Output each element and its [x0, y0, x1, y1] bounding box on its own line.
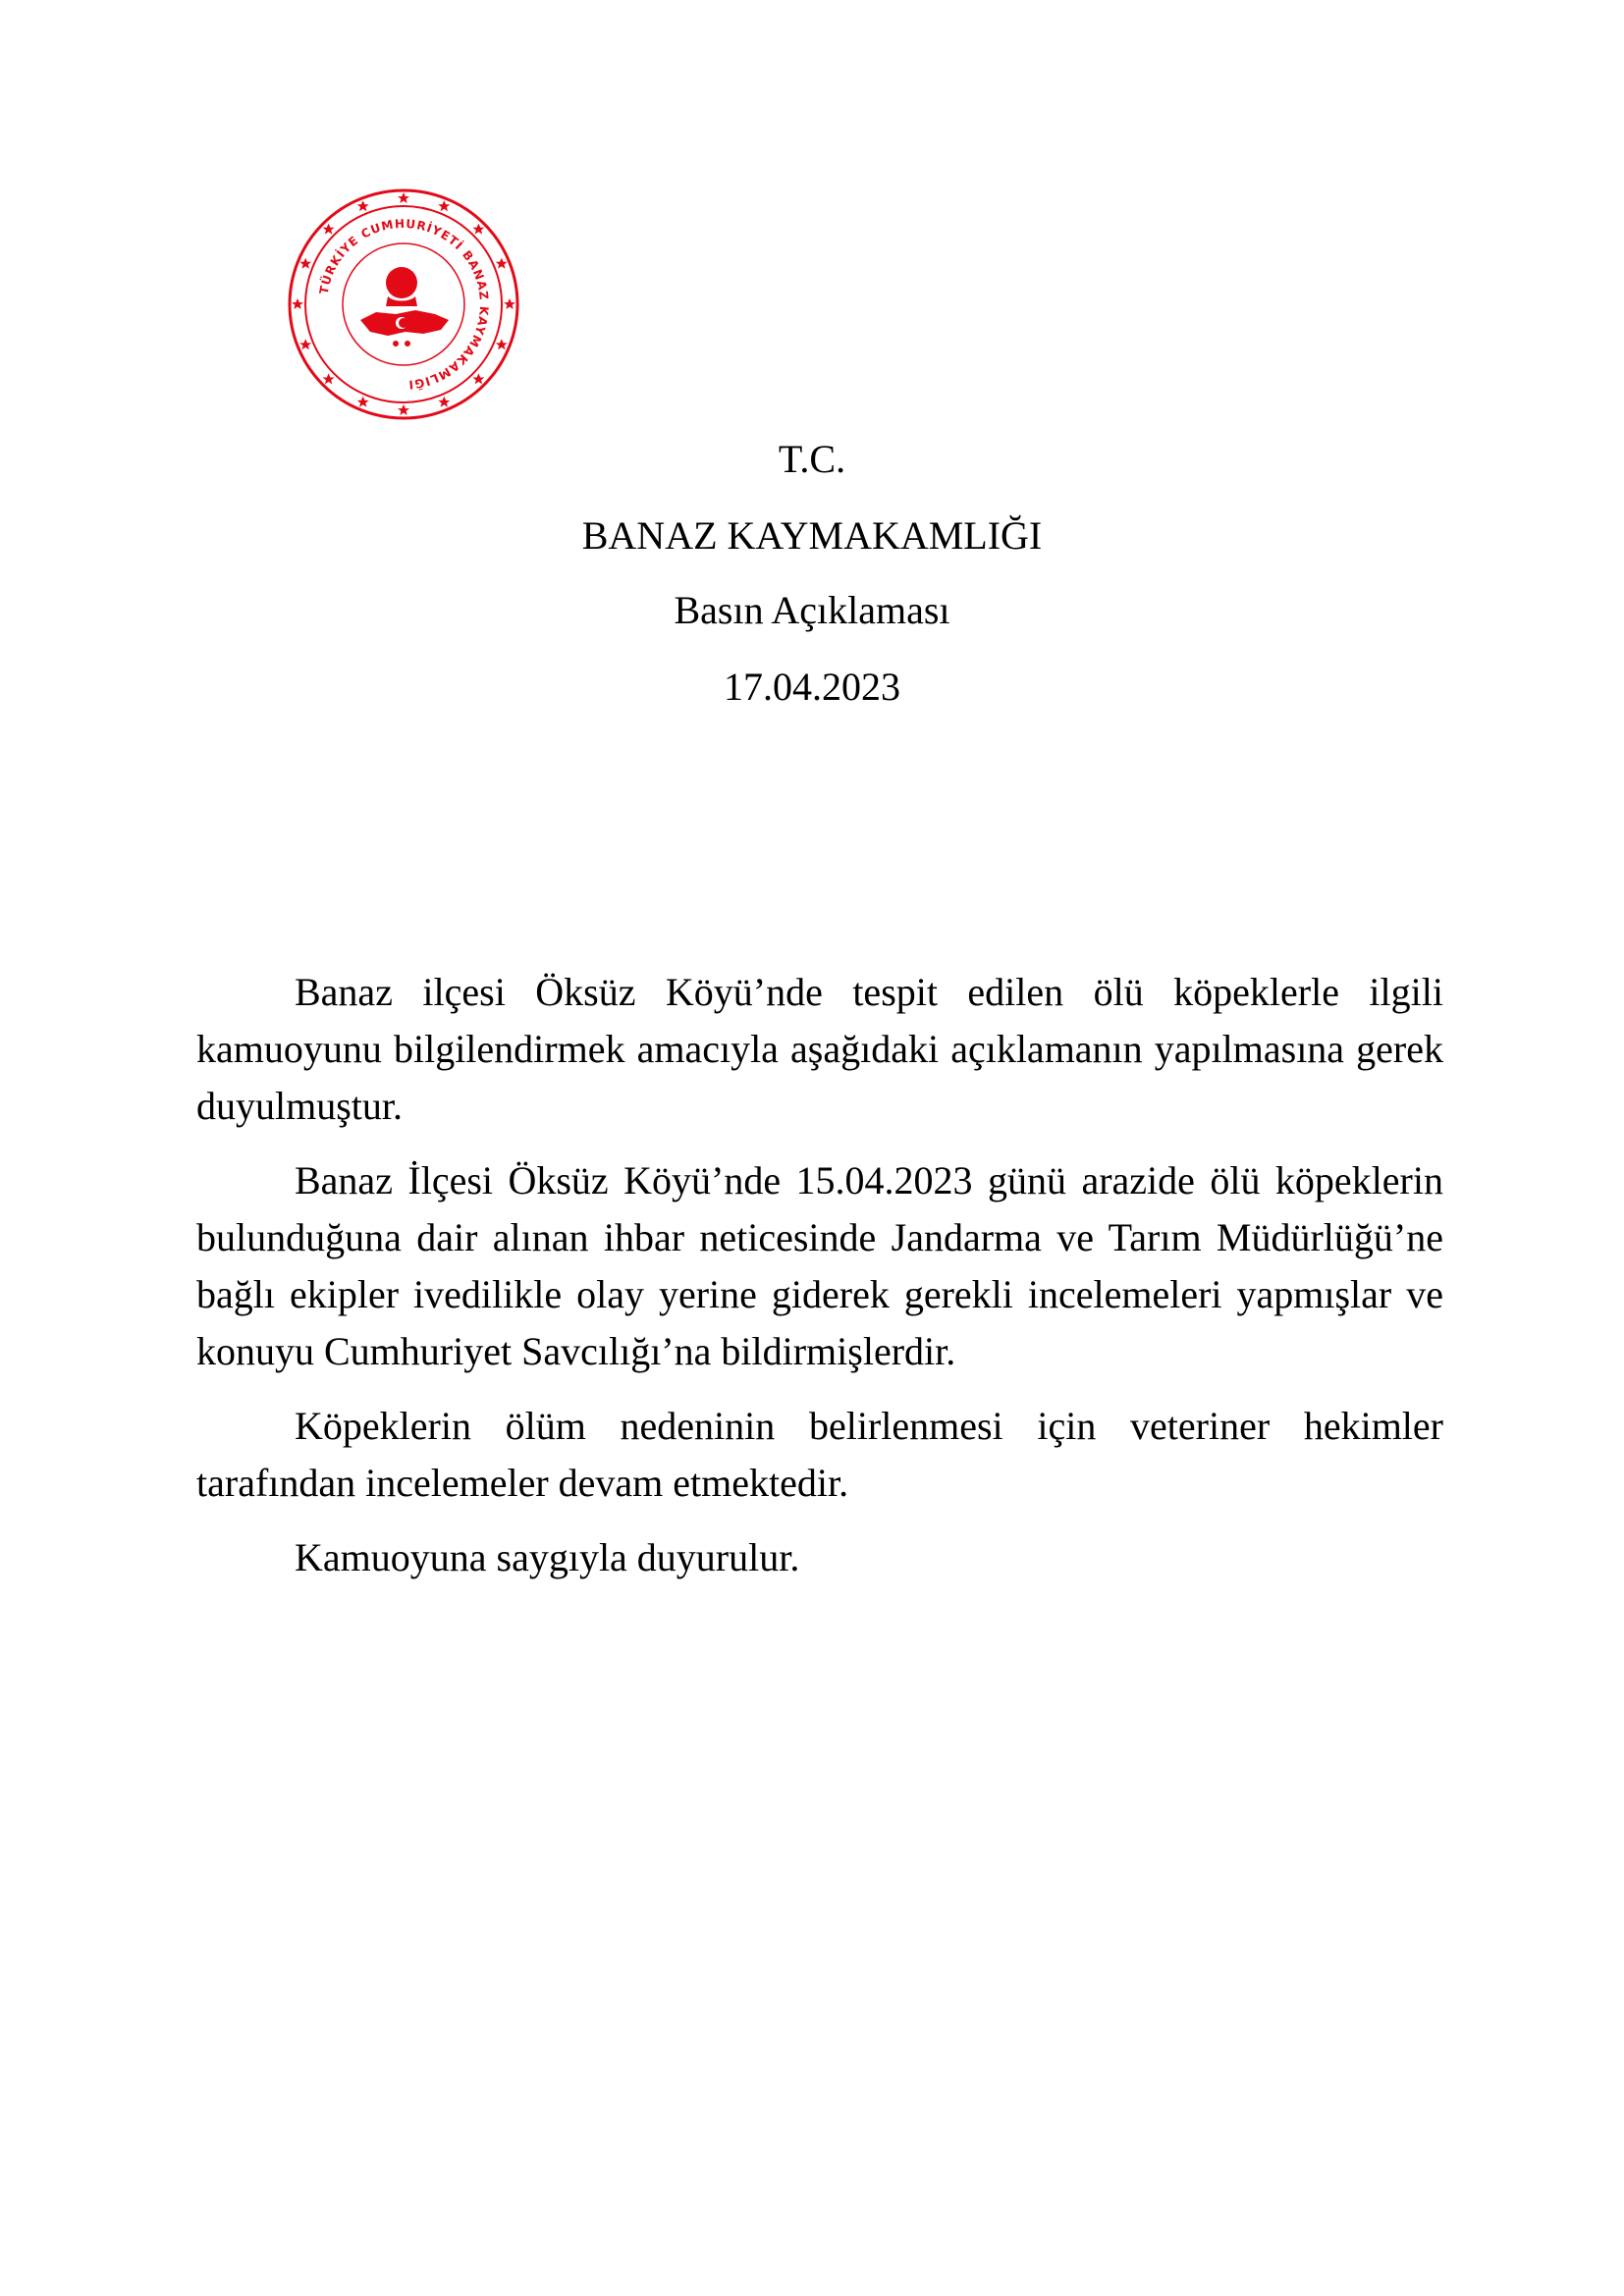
header-tc: T.C.: [778, 437, 846, 481]
header-document-type: Basın Açıklaması: [674, 588, 950, 632]
header-office-name: BANAZ KAYMAKAMLIĞI: [581, 513, 1043, 558]
seal-ring-text: TÜRKİYE CUMHURİYETİ BANAZ KAYMAKAMLIĞI: [316, 216, 492, 392]
header-date: 17.04.2023: [724, 665, 900, 709]
paragraph-intro: Banaz ilçesi Öksüz Köyü’nde tespit edilen ölü köpeklerle ilgili kamuoyunu bilgilendirmek amacıyla aşağıdaki açıklamanın yapılmasına gerek duyulmuştur.: [196, 970, 1443, 1128]
paragraph-closing: Kamuoyuna saygıyla duyurulur.: [295, 1535, 800, 1579]
paragraph-incident: Banaz İlçesi Öksüz Köyü’nde 15.04.2023 günü arazide ölü köpeklerin bulunduğuna dair alınan ihbar neticesinde Jandarma ve Tarım Müdürlüğü’ne bağlı ekipler ivedilikle olay yerine giderek gerekli incelemeleri yapmışlar ve konuyu Cumhuriyet Savcılığı’na bildirmişlerdir.: [196, 1158, 1443, 1373]
governorship-seal-icon: [286, 187, 521, 422]
statement-body: [196, 964, 1443, 1604]
paragraph-investigation: Köpeklerin ölüm nedeninin belirlenmesi için veteriner hekimler tarafından incelemeler devam etmektedir.: [196, 1404, 1443, 1505]
